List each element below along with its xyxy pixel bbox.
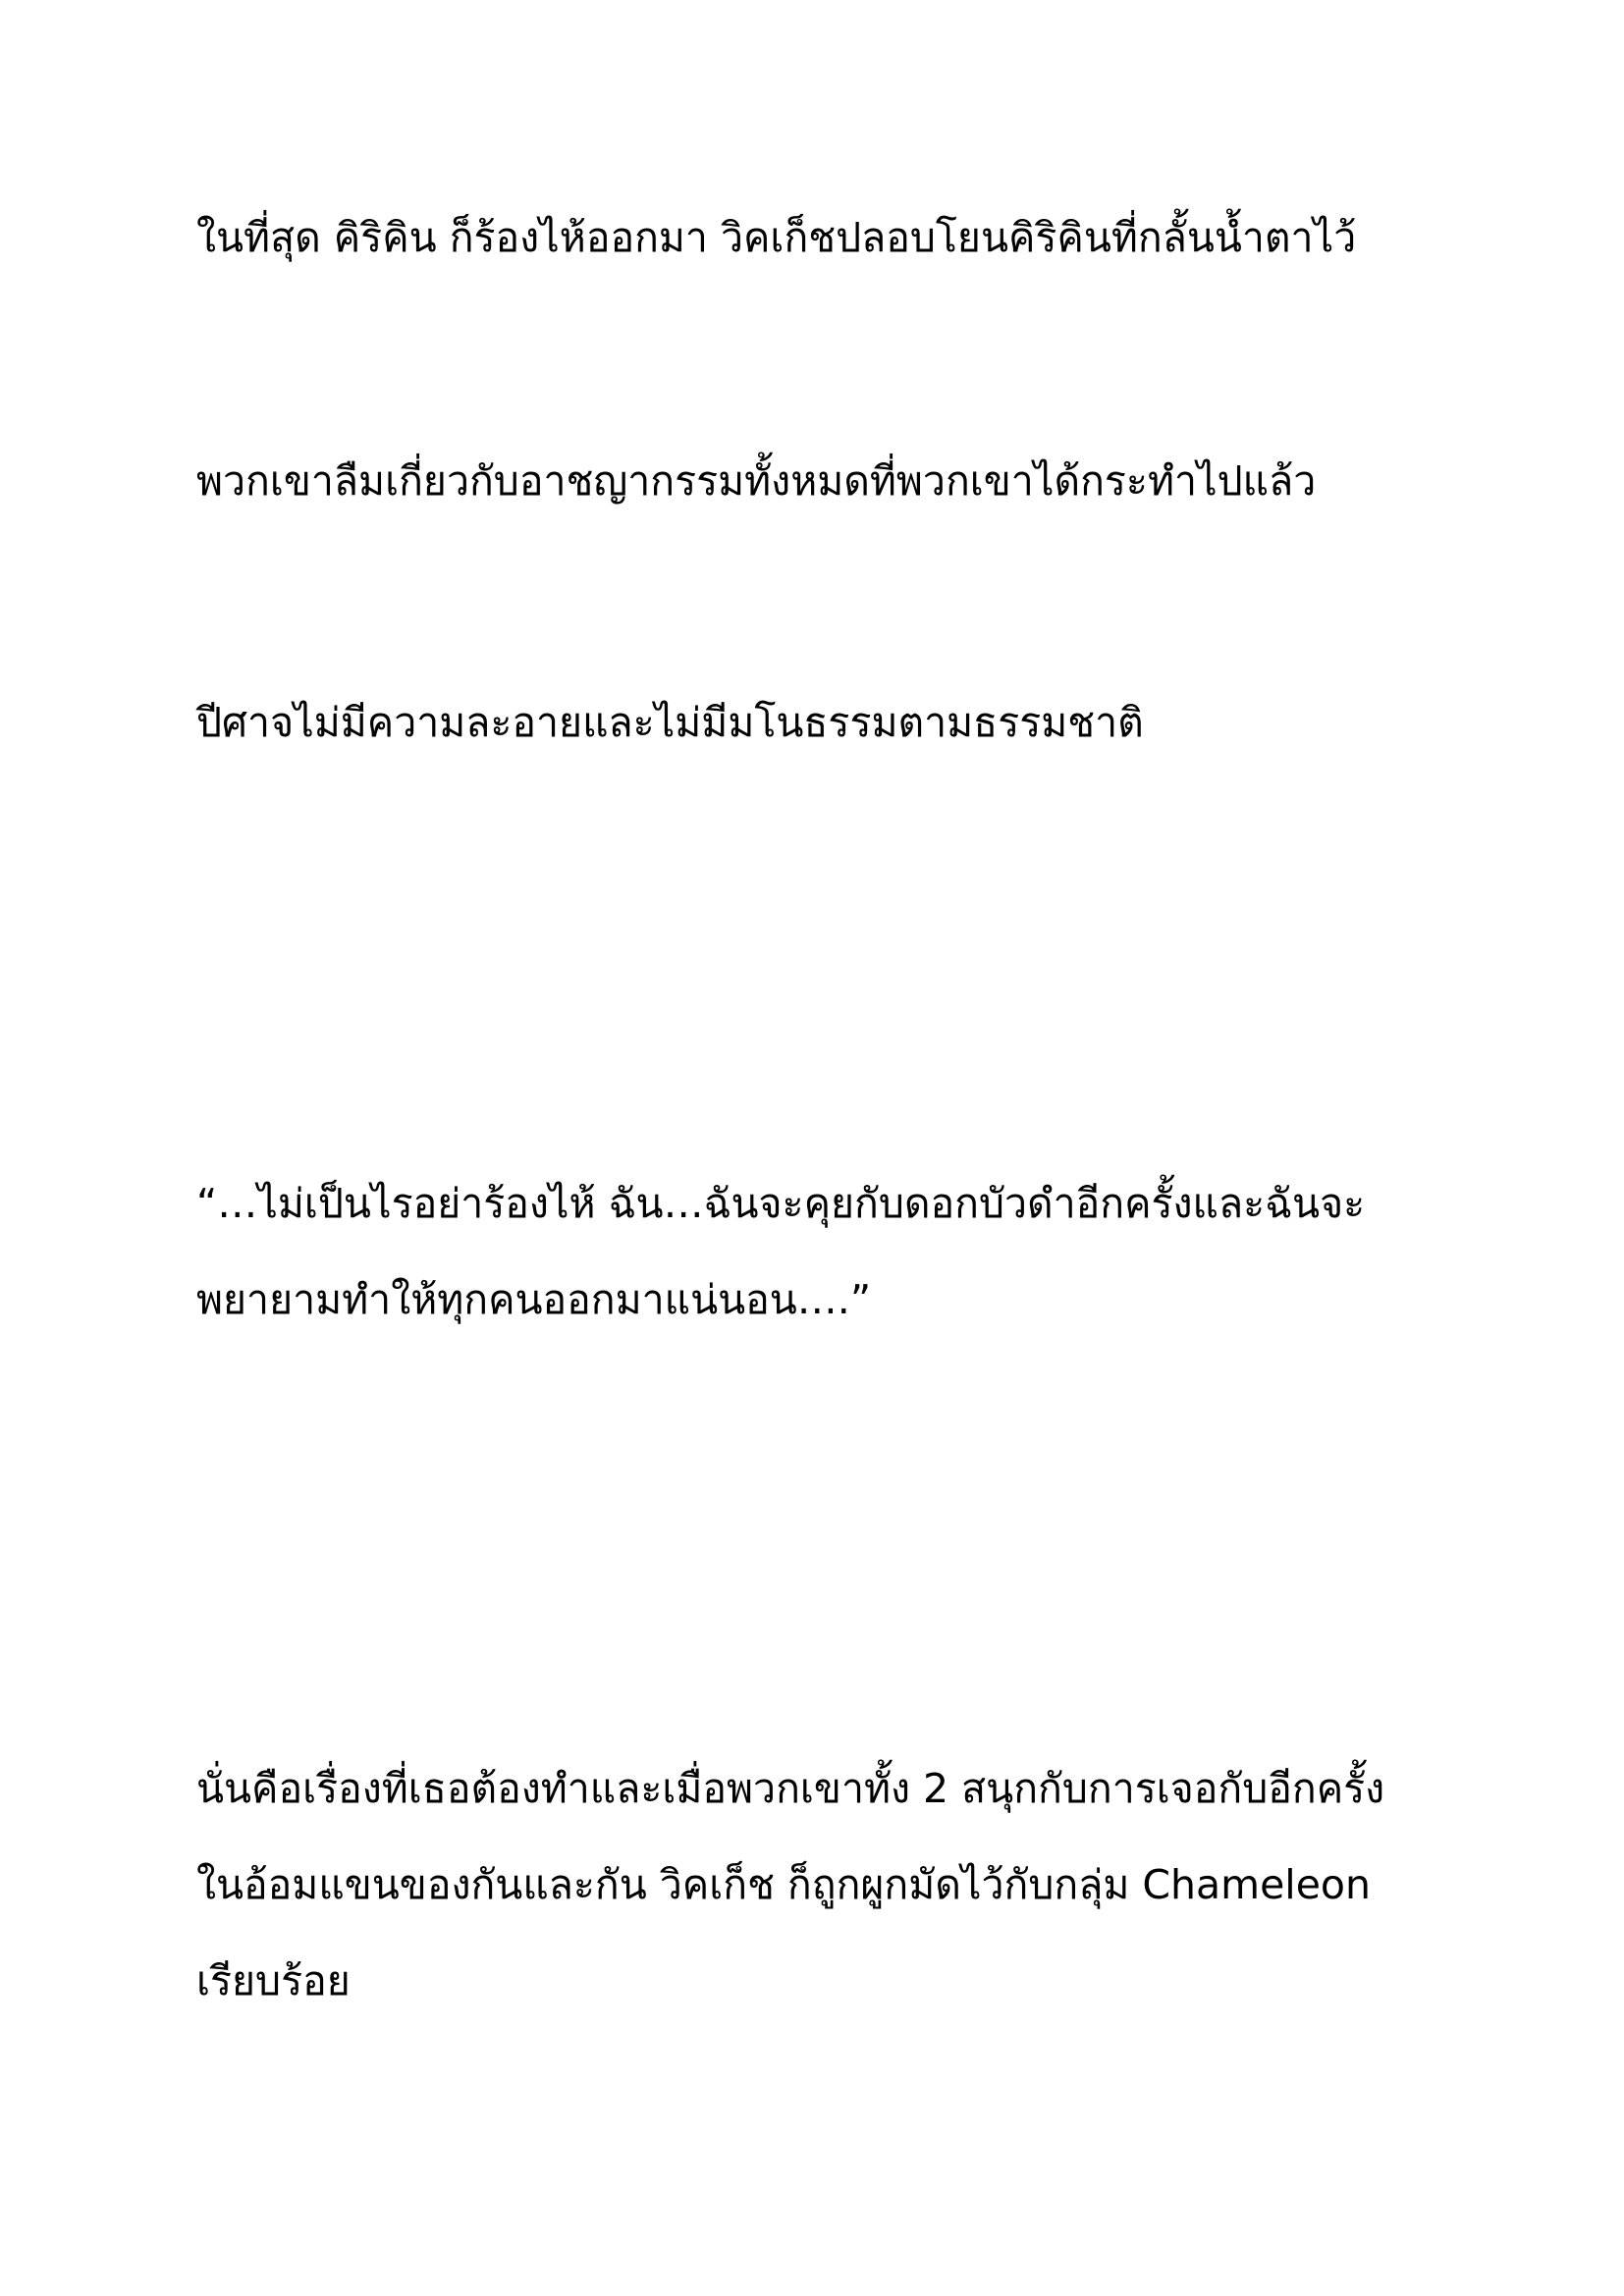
paragraph-4-line-2: พยายามทำให้ทุกคนออกมาแน่นอน….” [196, 1276, 872, 1323]
paragraph-5-line-3: เรียบร้อย [196, 1957, 351, 2004]
paragraph-4-line-1: “…ไม่เป็นไรอย่าร้องไห้ ฉัน…ฉันจะคุยกับดอกบัวดำอีกครั้งและฉันจะ [196, 1180, 1366, 1227]
paragraph-5-line-2: ในอ้อมแขนของกันและกัน วิคเก็ช ก็ถูกผูกมัดไว้กับกลุ่ม Chameleon [196, 1861, 1371, 1908]
paragraph-2-line-1: พวกเขาลืมเกี่ยวกับอาชญากรรมทั้งหมดที่พวกเขาได้กระทำไปแล้ว [196, 457, 1317, 505]
paragraph-3-line-1: ปีศาจไม่มีความละอายและไม่มีมโนธรรมตามธรรมชาติ [196, 699, 1144, 746]
paragraph-5-line-1: นั่นคือเรื่องที่เธอต้องทำและเมื่อพวกเขาทั้ง 2 สนุกกับการเจอกับอีกครั้ง [196, 1765, 1385, 1812]
paragraph-1-line-1: ในที่สุด คิริคิน ก็ร้องไห้ออกมา วิคเก็ชปลอบโยนคิริคินที่กลั้นน้ำตาไว้ [196, 214, 1357, 261]
